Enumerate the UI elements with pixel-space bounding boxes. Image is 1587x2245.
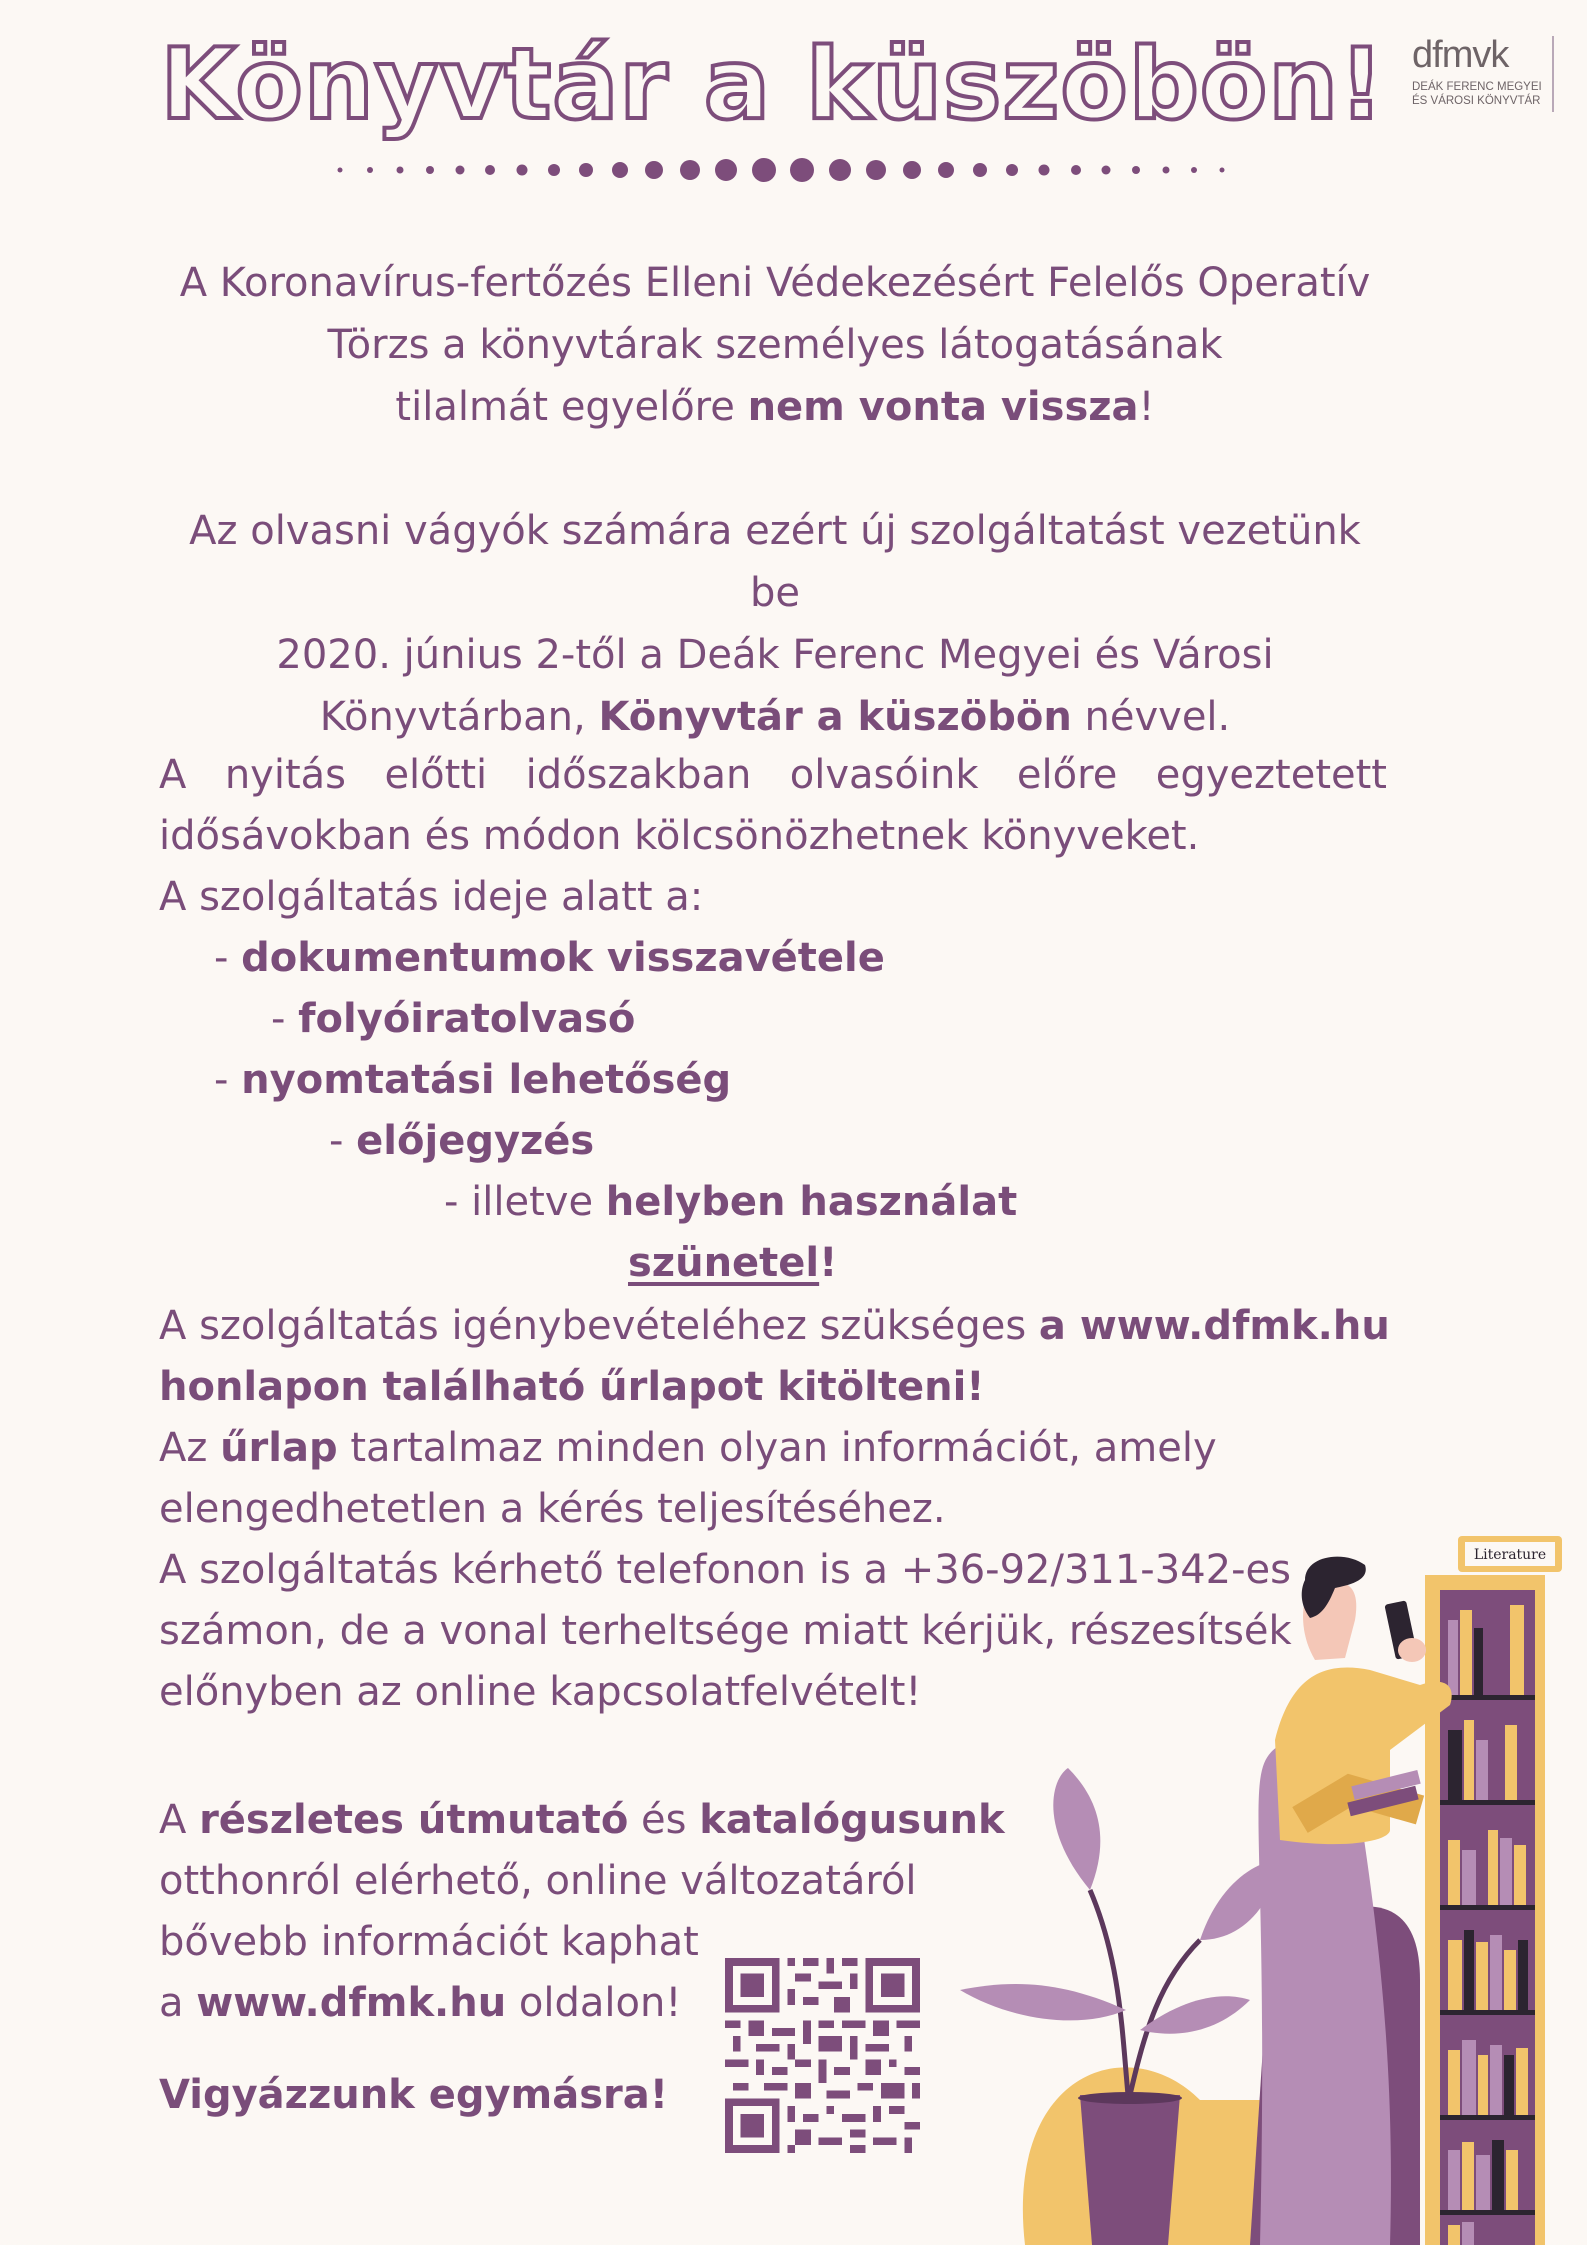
list-item <box>444 1172 1017 1233</box>
decorative-dot-divider <box>320 155 1240 185</box>
text: A szolgáltatás igénybevételéhez szükséges <box>159 1303 1039 1349</box>
form-line-5: A szolgáltatás kérhető telefonon is a +36-92/311-342-es <box>159 1547 1291 1593</box>
text: A <box>159 1797 200 1843</box>
catalog-paragraph <box>159 1790 1059 2034</box>
text: névvel. <box>1071 694 1231 740</box>
dash: - <box>329 1118 357 1164</box>
logo-mark: dfmvk <box>1412 34 1509 76</box>
service-name: Könyvtár a küszöbön <box>598 694 1072 740</box>
emphasis: részletes útmutató <box>199 1797 629 1843</box>
service-details-paragraph <box>159 745 1387 928</box>
text: Az <box>159 1425 221 1471</box>
form-line-6: számon, de a vonal terheltsége miatt kérjük, részesítsék <box>159 1608 1292 1654</box>
list-item-text: helyben használat <box>605 1179 1018 1225</box>
suspended-word: szünetel <box>628 1240 820 1286</box>
dash: - <box>444 1179 472 1225</box>
closing-message: Vigyázzunk egymásra! <box>159 2072 668 2118</box>
intro-line-2: Törzs a könyvtárak személyes látogatásának <box>327 322 1223 368</box>
catalog-line-1 <box>159 1790 1059 1851</box>
text: és <box>628 1797 700 1843</box>
suspension-notice <box>628 1233 837 1294</box>
logo-line-2: ÉS VÁROSI KÖNYVTÁR <box>1412 95 1541 107</box>
catalog-line-2: otthonról elérhető, online változatáról <box>159 1858 917 1904</box>
emphasis: katalógusunk <box>699 1797 1005 1843</box>
form-line-1 <box>159 1296 1399 1357</box>
service-line-2: 2020. június 2-től a Deák Ferenc Megyei és Városi <box>276 632 1274 678</box>
service-line-1: Az olvasni vágyók számára ezért új szolgáltatást vezetünk be <box>189 508 1361 616</box>
library-logo <box>1412 36 1554 112</box>
details-line-3: A szolgáltatás ideje alatt a: <box>159 874 704 920</box>
text: ! <box>1138 384 1155 430</box>
emphasis: nem vonta vissza <box>747 384 1139 430</box>
catalog-line-3: bővebb információt kaphat <box>159 1919 699 1965</box>
text: Könyvtárban, <box>319 694 599 740</box>
list-item-text: előjegyzés <box>356 1118 595 1164</box>
text: oldalon! <box>506 1980 682 2026</box>
text: a <box>159 1980 197 2026</box>
list-item-text: dokumentumok visszavétele <box>241 935 885 981</box>
form-line-7: előnyben az online kapcsolatfelvételt! <box>159 1669 922 1715</box>
service-intro-paragraph <box>160 500 1390 748</box>
text: tilalmát egyelőre <box>395 384 748 430</box>
list-item <box>214 928 885 989</box>
list-item <box>214 1050 731 1111</box>
website-link[interactable]: a www.dfmk.hu <box>1038 1303 1390 1349</box>
form-line-3 <box>159 1418 1399 1479</box>
literature-sign: Literature <box>1473 1547 1547 1563</box>
dash: - <box>271 996 299 1042</box>
emphasis: űrlap <box>220 1425 338 1471</box>
list-item-text: folyóiratolvasó <box>298 996 636 1042</box>
form-line-4: elengedhetetlen a kérés teljesítéséhez. <box>159 1486 946 1532</box>
text: illetve <box>471 1179 606 1225</box>
exclamation: ! <box>819 1240 838 1286</box>
list-item-text: nyomtatási lehetőség <box>241 1057 732 1103</box>
list-item <box>271 989 635 1050</box>
intro-paragraph <box>160 252 1390 438</box>
dash: - <box>214 935 242 981</box>
text: tartalmaz minden olyan információt, amely <box>337 1425 1217 1471</box>
logo-line-1: DEÁK FERENC MEGYEI <box>1412 81 1542 93</box>
list-item <box>329 1111 594 1172</box>
logo-subtitle <box>1412 80 1552 108</box>
dash: - <box>214 1057 242 1103</box>
qr-code[interactable] <box>725 1958 920 2153</box>
library-illustration <box>950 1510 1587 2245</box>
intro-line-1: A Koronavírus-fertőzés Elleni Védekezésért Felelős Operatív <box>179 260 1371 306</box>
emphasis: honlapon található űrlapot kitölteni! <box>159 1364 985 1410</box>
details-line-2: idősávokban és módon kölcsönözhetnek könyveket. <box>159 813 1200 859</box>
service-line-3 <box>160 686 1390 748</box>
catalog-line-4 <box>159 1973 1059 2034</box>
details-line-1: A nyitás előtti időszakban olvasóink előre egyeztetett <box>159 752 1387 798</box>
website-link[interactable]: www.dfmk.hu <box>196 1980 507 2026</box>
page-title: Könyvtár a küszöbön! <box>160 28 1385 142</box>
form-line-2 <box>159 1357 1399 1418</box>
intro-line-3 <box>160 376 1390 438</box>
